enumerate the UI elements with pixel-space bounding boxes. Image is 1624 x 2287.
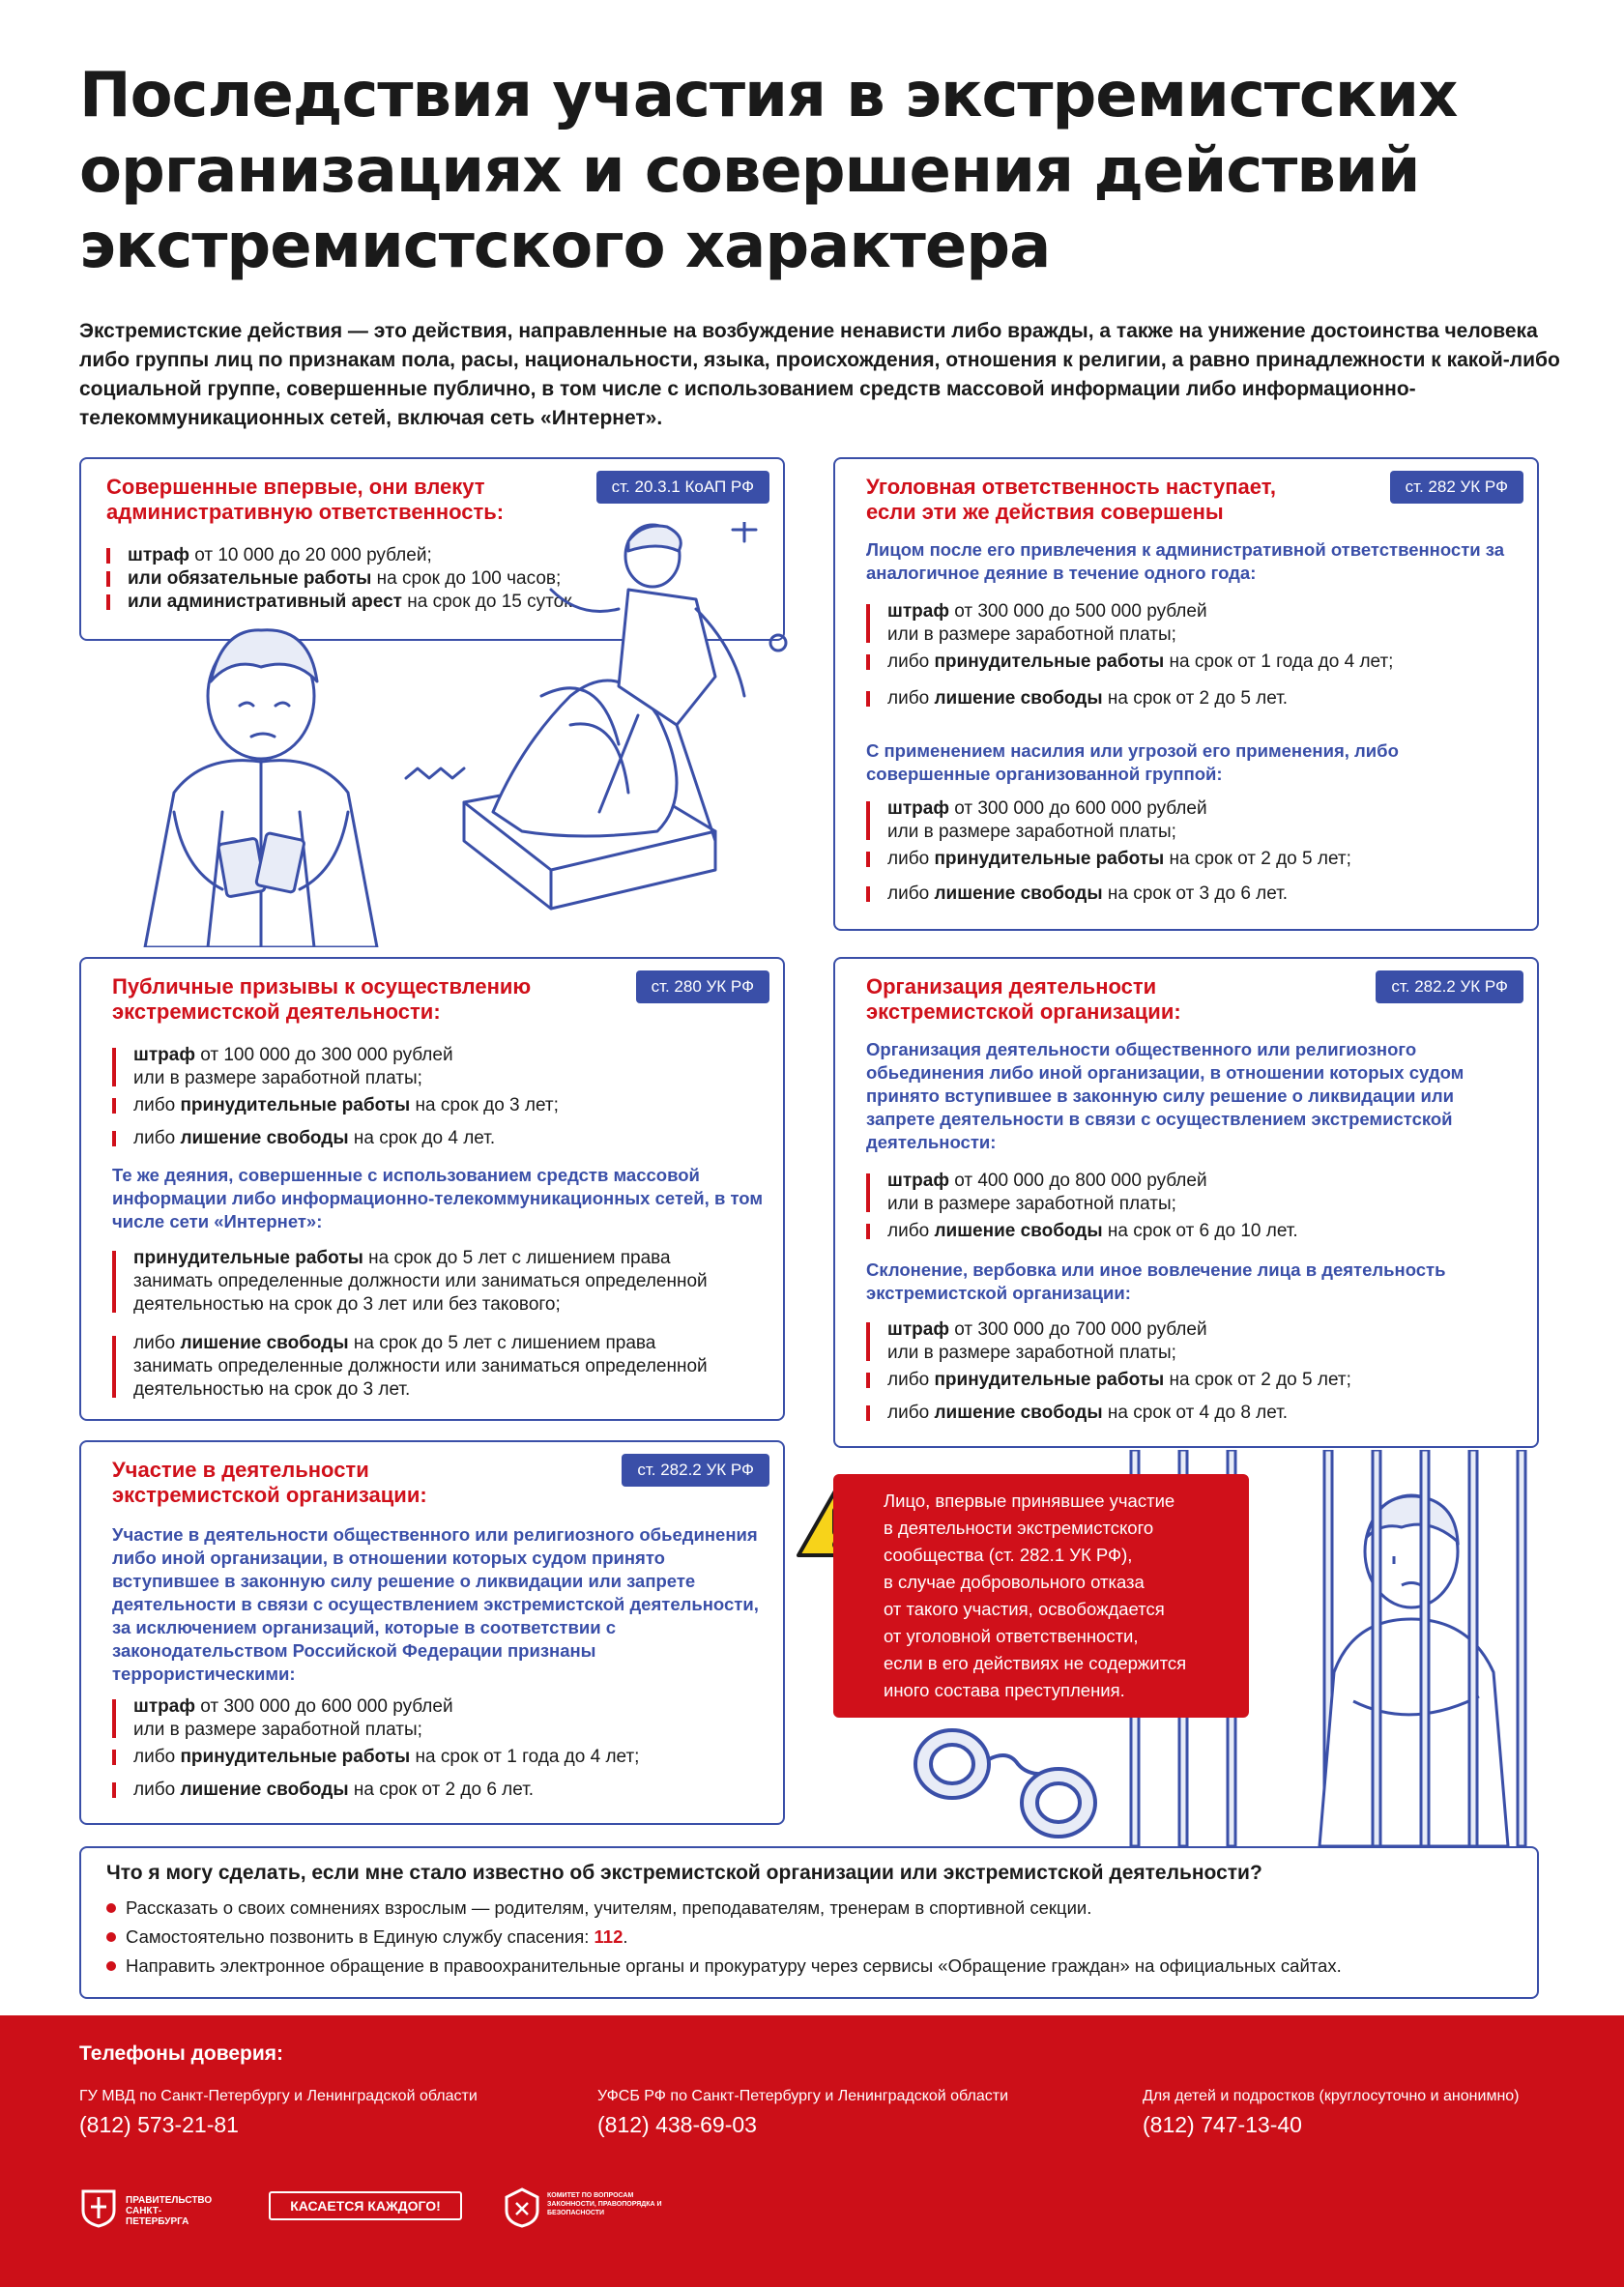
list-item: либо принудительные работы на срок от 1 года до 4 лет; [866, 651, 1393, 674]
illustration-people-icon [116, 522, 822, 947]
logo-committee: КОМИТЕТ ПО ВОПРОСАМ ЗАКОННОСТИ, ПРАВОПОРЯДКА И БЕЗОПАСНОСТИ [547, 2192, 662, 2216]
list-item: или административный арест на срок до 15 суток. [106, 591, 577, 614]
card-subtitle: Организация деятельности общественного или религиозного обьединения либо иной организации, в отношении которых судом принято вступившее в законную силу решение о ликвидации или запрете деятельности в связи с осуществлением экстремистской деятельности: [866, 1039, 1464, 1152]
spb-emblem-icon [79, 2187, 118, 2228]
list-item: либо лишение свободы на срок до 4 лет. [112, 1127, 495, 1150]
list-item: штраф от 300 000 до 600 000 рублей или в размере заработной платы; [866, 797, 1207, 844]
handcuffs-icon [904, 1721, 1116, 1846]
list-item: или обязательные работы на срок до 100 часов; [106, 567, 561, 591]
list-item: штраф от 100 000 до 300 000 рублей или в размере заработной платы; [112, 1044, 453, 1090]
what-to-do-box [79, 1846, 1539, 1999]
committee-emblem-icon [503, 2187, 541, 2228]
phone-number: (812) 438-69-03 [597, 2112, 757, 2137]
article-badge: ст. 282.2 УК РФ [1376, 970, 1523, 1003]
card-organization [833, 957, 1539, 1448]
page-title: Последствия участия в экстремистских организациях и совершения действий экстремистского характера [79, 60, 1458, 282]
card-public-calls [79, 957, 785, 1421]
list-item: либо принудительные работы на срок до 3 лет; [112, 1094, 559, 1117]
list-item: принудительные работы на срок до 5 лет с лишением права занимать определенные должности или заниматься определенной деятельностью на срок до 3 лет или без такового; [112, 1247, 708, 1317]
list-item: штраф от 300 000 до 700 000 рублей или в размере заработной платы; [866, 1318, 1207, 1365]
phone-number: (812) 573-21-81 [79, 2112, 239, 2137]
list-item: штраф от 10 000 до 20 000 рублей; [106, 544, 432, 567]
intro-text: Экстремистские действия — это действия, направленные на возбуждение ненависти либо вражды, а также на унижение достоинства человека либо группы лиц по признакам пола, расы, национальности, языка, происхождения, отношения к религии, а равно принадлежности к какой-либо социальной группе, совершенные публично, в том числе с использованием средств массовой информации либо информационно-телекоммуникационных сетей, включая сеть «Интернет». [79, 320, 1560, 429]
list-item: штраф от 300 000 до 600 000 рублей или в размере заработной платы; [112, 1695, 453, 1742]
what-to-do-title: Что я могу сделать, если мне стало известно об экстремистской организации или экстремистской деятельности? [106, 1862, 1262, 1884]
card-criminal-282 [833, 457, 1539, 931]
card-participation [79, 1440, 785, 1825]
list-item: Самостоятельно позвонить в Единую службу спасения: 112. [126, 1926, 628, 1947]
card-subtitle: Те же деяния, совершенные с использованием средств массовой информации либо информационно-телекоммуникационных сетей, в том числе сети «Интернет»: [112, 1165, 764, 1231]
card-subtitle: Участие в деятельности общественного или религиозного обьединения либо иной организации, в отношении которых судом принято вступившее в законную силу решение о ликвидации или запрете деятельности в связи с осуществлением экстремистской деятельности, за исключением организаций, которые в соответствии с законодательством Российской Федерации признаны террористическими: [112, 1524, 759, 1684]
phone-label: Для детей и подростков (круглосуточно и анонимно) [1143, 2088, 1520, 2104]
list-item: либо принудительные работы на срок от 1 года до 4 лет; [112, 1746, 639, 1769]
article-badge: ст. 282.2 УК РФ [622, 1454, 769, 1487]
card-subtitle: С применением насилия или угрозой его применения, либо совершенные организованной группой: [866, 740, 1399, 784]
phone-label: ГУ МВД по Санкт-Петербургу и Ленинградской области [79, 2088, 478, 2104]
list-item: либо лишение свободы на срок от 6 до 10 лет. [866, 1220, 1298, 1243]
card-title: Публичные призывы к осуществлению экстремистской деятельности: [112, 974, 532, 1024]
footer [0, 2015, 1624, 2287]
card-title: Уголовная ответственность наступает, если эти же действия совершены [866, 475, 1276, 524]
warning-box: Лицо, впервые принявшее участие в деятельности экстремистского сообщества (ст. 282.1 УК РФ), в случае добровольного отказа от такого участия, освобождается от уголовной ответственности, если в его действиях не содержится иного состава преступления. [833, 1474, 1249, 1718]
phone-label: УФСБ РФ по Санкт-Петербургу и Ленинградской области [597, 2088, 1008, 2104]
phone-number: (812) 747-13-40 [1143, 2112, 1302, 2137]
card-subtitle: Склонение, вербовка или иное вовлечение лица в деятельность экстремистской организации: [866, 1259, 1446, 1303]
article-badge: ст. 282 УК РФ [1390, 471, 1523, 504]
card-title: Организация деятельности экстремистской организации: [866, 974, 1181, 1024]
card-subtitle: Лицом после его привлечения к административной ответственности за аналогичное деяние в течение одного года: [866, 539, 1505, 583]
article-badge: ст. 20.3.1 КоАП РФ [596, 471, 769, 504]
article-badge: ст. 280 УК РФ [636, 970, 769, 1003]
list-item: либо лишение свободы на срок до 5 лет с лишением права занимать определенные должности или заниматься определенной деятельностью на срок до 3 лет. [112, 1332, 708, 1402]
list-item: либо лишение свободы на срок от 2 до 6 лет. [112, 1779, 534, 1802]
list-item: штраф от 400 000 до 800 000 рублей или в размере заработной платы; [866, 1170, 1207, 1216]
list-item: штраф от 300 000 до 500 000 рублей или в размере заработной платы; [866, 600, 1207, 647]
card-title: Участие в деятельности экстремистской организации: [112, 1458, 427, 1507]
list-item: либо лишение свободы на срок от 2 до 5 лет. [866, 687, 1288, 710]
list-item: либо лишение свободы на срок от 4 до 8 лет. [866, 1402, 1288, 1425]
list-item: либо лишение свободы на срок от 3 до 6 лет. [866, 883, 1288, 906]
list-item: либо принудительные работы на срок от 2 до 5 лет; [866, 848, 1351, 871]
card-title: Совершенные впервые, они влекут административную ответственность: [106, 475, 505, 524]
list-item: Рассказать о своих сомнениях взрослым — родителям, учителям, преподавателям, тренерам в спортивной секции. [126, 1897, 1092, 1918]
logo-government-spb: ПРАВИТЕЛЬСТВО САНКТ-ПЕТЕРБУРГА [126, 2195, 213, 2227]
logo-concerns-everyone: КАСАЕТСЯ КАЖДОГО! [269, 2191, 462, 2220]
footer-title: Телефоны доверия: [79, 2042, 284, 2065]
list-item: либо принудительные работы на срок от 2 до 5 лет; [866, 1369, 1351, 1392]
rescue-number: 112 [594, 1926, 624, 1947]
list-item: Направить электронное обращение в правоохранительные органы и прокуратуру через сервисы «Обращение граждан» на официальных сайтах. [126, 1955, 1342, 1976]
